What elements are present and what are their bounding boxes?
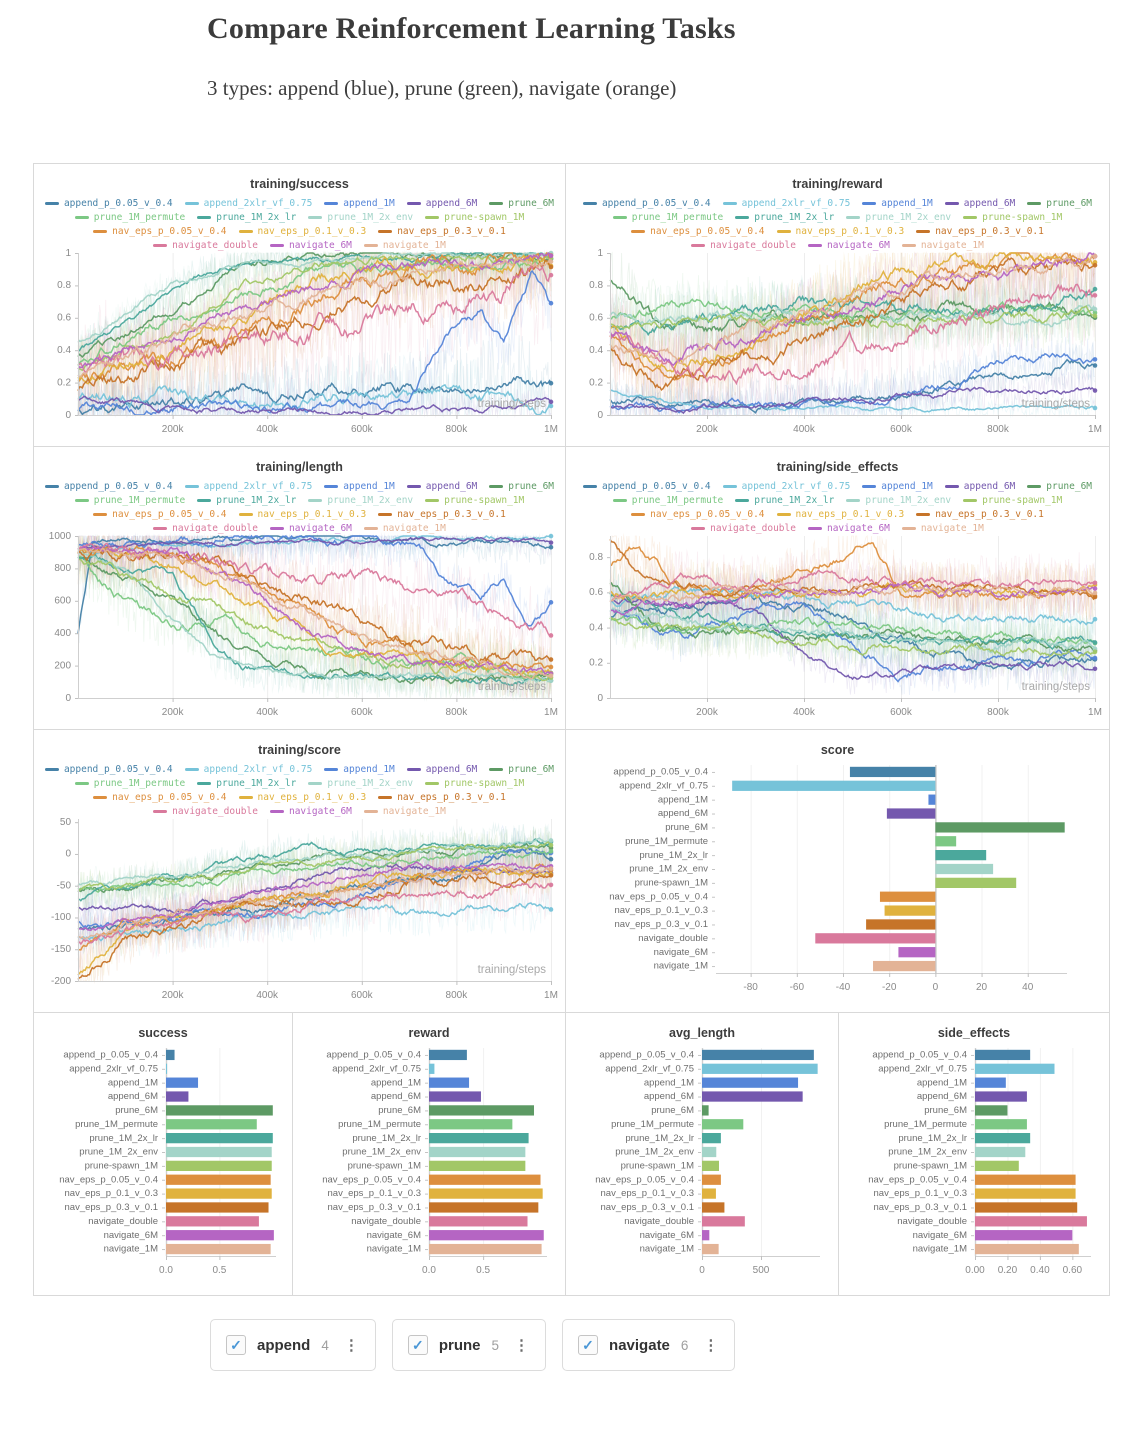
legend-item[interactable] — [378, 225, 506, 238]
legend-label: nav_eps_p_0.3_v_0.1 — [397, 792, 506, 803]
chart-title: avg_length — [669, 1026, 735, 1040]
legend-swatch — [45, 485, 59, 488]
legend-item[interactable] — [1027, 197, 1092, 210]
chart-title: reward — [408, 1026, 450, 1040]
legend-swatch — [185, 768, 199, 771]
legend-item[interactable] — [945, 480, 1015, 493]
legend-item[interactable] — [45, 480, 173, 493]
chart-title: success — [138, 1026, 188, 1040]
legend-item[interactable] — [75, 494, 186, 507]
legend-item[interactable] — [723, 480, 851, 493]
score-bar-chart — [566, 757, 1109, 1005]
filter-count: 4 — [321, 1337, 329, 1353]
legend-label: append_1M — [881, 198, 933, 209]
legend-label: prune_1M_2x_env — [865, 495, 952, 506]
filter-chip-prune[interactable] — [392, 1319, 546, 1371]
legend-item[interactable] — [777, 508, 905, 521]
legend-item[interactable] — [425, 211, 524, 224]
panel-training-score — [34, 730, 566, 1013]
legend-item[interactable] — [239, 508, 367, 521]
legend-swatch — [93, 796, 107, 799]
legend-label: prune_6M — [1046, 481, 1093, 492]
legend-item[interactable] — [945, 197, 1015, 210]
legend-item[interactable] — [916, 225, 1044, 238]
legend-label: nav_eps_p_0.05_v_0.4 — [112, 509, 227, 520]
legend-swatch — [197, 216, 211, 219]
page-header — [0, 0, 1142, 101]
panel-side-effects — [839, 1013, 1110, 1296]
legend-label: prune_6M — [1046, 198, 1093, 209]
legend-swatch — [197, 782, 211, 785]
legend-swatch — [489, 768, 503, 771]
legend-label: append_1M — [343, 481, 395, 492]
legend-swatch — [45, 768, 59, 771]
legend-swatch — [631, 230, 645, 233]
legend-item[interactable] — [862, 197, 932, 210]
legend-label: nav_eps_p_0.3_v_0.1 — [935, 509, 1044, 520]
legend-swatch — [185, 485, 199, 488]
legend-swatch — [846, 499, 860, 502]
legend-label: prune_6M — [508, 764, 555, 775]
legend-swatch — [407, 202, 421, 205]
legend-item[interactable] — [583, 480, 711, 493]
legend-label: nav_eps_p_0.3_v_0.1 — [397, 226, 506, 237]
legend-item[interactable] — [308, 211, 413, 224]
legend-item[interactable] — [963, 211, 1062, 224]
legend-swatch — [583, 485, 597, 488]
legend-label: nav_eps_p_0.05_v_0.4 — [650, 226, 765, 237]
legend-swatch — [324, 768, 338, 771]
legend-item[interactable] — [846, 211, 951, 224]
legend-item[interactable] — [963, 494, 1062, 507]
avg-length-bar-chart — [566, 1040, 838, 1288]
page-subtitle: 3 types: append (blue), prune (green), navigate (orange) — [207, 76, 677, 100]
legend-label: append_p_0.05_v_0.4 — [63, 481, 173, 492]
legend-label: append_2xlr_vf_0.75 — [203, 198, 313, 209]
legend-swatch — [916, 230, 930, 233]
legend-label: prune-spawn_1M — [982, 212, 1063, 223]
legend-label: prune_1M_permute — [93, 212, 186, 223]
panel-avg-length — [566, 1013, 839, 1296]
legend-label: prune_1M_2x_env — [327, 495, 414, 506]
legend-item[interactable] — [93, 225, 226, 238]
legend-item[interactable] — [407, 480, 477, 493]
panel-training-side-effects — [566, 447, 1110, 730]
legend-label: append_6M — [963, 481, 1016, 492]
filter-chip-navigate[interactable] — [562, 1319, 735, 1371]
legend-item[interactable] — [185, 480, 313, 493]
panel-reward — [293, 1013, 566, 1296]
legend-swatch — [613, 499, 627, 502]
legend-label: prune-spawn_1M — [982, 495, 1063, 506]
legend-swatch — [378, 513, 392, 516]
legend-swatch — [407, 485, 421, 488]
legend-label: prune_1M_permute — [631, 212, 724, 223]
legend-item[interactable] — [308, 777, 413, 790]
legend-swatch — [963, 216, 977, 219]
legend-swatch — [735, 216, 749, 219]
legend-item[interactable] — [777, 225, 905, 238]
legend-swatch — [723, 485, 737, 488]
legend-swatch — [425, 499, 439, 502]
legend-label: nav_eps_p_0.1_v_0.3 — [257, 509, 367, 520]
chart-legend — [36, 480, 564, 528]
legend-label: prune_1M_2x_lr — [216, 212, 297, 223]
legend-item[interactable] — [723, 197, 851, 210]
legend-item[interactable] — [197, 211, 296, 224]
legend-item[interactable] — [407, 763, 477, 776]
legend-label: nav_eps_p_0.3_v_0.1 — [397, 509, 506, 520]
chart-title: score — [820, 743, 855, 757]
chart-title: training/length — [256, 460, 343, 474]
legend-label: append_6M — [425, 764, 478, 775]
legend-label: prune-spawn_1M — [444, 495, 525, 506]
legend-item[interactable] — [735, 494, 834, 507]
legend-swatch — [846, 216, 860, 219]
legend-swatch — [945, 485, 959, 488]
chart-legend — [574, 197, 1102, 245]
legend-item[interactable] — [239, 791, 367, 804]
legend-label: append_1M — [343, 198, 395, 209]
legend-swatch — [378, 796, 392, 799]
training-score-chart — [34, 811, 565, 1011]
legend-item[interactable] — [324, 197, 394, 210]
legend-swatch — [239, 796, 253, 799]
legend-label: append_p_0.05_v_0.4 — [63, 764, 173, 775]
legend-swatch — [631, 513, 645, 516]
legend-label: prune_1M_2x_lr — [216, 778, 297, 789]
reward-bar-chart — [293, 1040, 565, 1288]
legend-label: append_2xlr_vf_0.75 — [203, 764, 313, 775]
legend-swatch — [489, 485, 503, 488]
legend-swatch — [1027, 485, 1041, 488]
legend-swatch — [239, 230, 253, 233]
side-effects-bar-chart — [839, 1040, 1109, 1288]
legend-swatch — [489, 202, 503, 205]
chart-title: training/reward — [792, 177, 883, 191]
chart-title: training/side_effects — [776, 460, 899, 474]
legend-item[interactable] — [45, 197, 173, 210]
legend-swatch — [916, 513, 930, 516]
legend-swatch — [963, 499, 977, 502]
legend-swatch — [613, 216, 627, 219]
task-filter-row — [210, 1319, 1142, 1371]
checkbox-append[interactable]: ✓ — [226, 1335, 246, 1355]
legend-label: append_p_0.05_v_0.4 — [63, 198, 173, 209]
legend-swatch — [583, 202, 597, 205]
legend-label: append_2xlr_vf_0.75 — [741, 198, 851, 209]
legend-item[interactable] — [185, 763, 313, 776]
legend-swatch — [93, 230, 107, 233]
legend-label: prune_1M_permute — [93, 778, 186, 789]
legend-label: append_2xlr_vf_0.75 — [203, 481, 313, 492]
legend-swatch — [425, 216, 439, 219]
legend-item[interactable] — [613, 211, 724, 224]
legend-label: nav_eps_p_0.1_v_0.3 — [795, 226, 905, 237]
chart-grid — [33, 163, 1110, 1296]
chart-legend — [574, 480, 1102, 528]
legend-swatch — [45, 202, 59, 205]
legend-swatch — [862, 485, 876, 488]
training-success-chart — [34, 245, 565, 445]
legend-item[interactable] — [631, 225, 764, 238]
training-reward-chart — [566, 245, 1109, 445]
legend-item[interactable] — [197, 777, 296, 790]
legend-swatch — [425, 782, 439, 785]
page-title: Compare Reinforcement Learning Tasks — [207, 12, 736, 45]
legend-label: append_1M — [343, 764, 395, 775]
legend-swatch — [723, 202, 737, 205]
legend-item[interactable] — [1027, 480, 1092, 493]
legend-swatch — [324, 202, 338, 205]
legend-swatch — [75, 499, 89, 502]
legend-label: nav_eps_p_0.05_v_0.4 — [112, 226, 227, 237]
legend-swatch — [862, 202, 876, 205]
kebab-menu-icon[interactable]: ⋮ — [703, 1337, 719, 1354]
legend-label: prune_1M_2x_env — [327, 212, 414, 223]
legend-item[interactable] — [75, 211, 186, 224]
legend-item[interactable] — [378, 508, 506, 521]
legend-item[interactable] — [425, 777, 524, 790]
filter-label: navigate — [609, 1336, 670, 1354]
checkbox-navigate[interactable]: ✓ — [578, 1335, 598, 1355]
legend-label: append_2xlr_vf_0.75 — [741, 481, 851, 492]
legend-item[interactable] — [425, 494, 524, 507]
chart-title: training/score — [258, 743, 341, 757]
panel-score — [566, 730, 1110, 1013]
legend-label: append_p_0.05_v_0.4 — [601, 481, 711, 492]
chart-title: side_effects — [937, 1026, 1011, 1040]
panel-training-success — [34, 164, 566, 447]
legend-swatch — [735, 499, 749, 502]
legend-swatch — [308, 499, 322, 502]
legend-label: prune_6M — [508, 198, 555, 209]
legend-swatch — [239, 513, 253, 516]
legend-label: append_1M — [881, 481, 933, 492]
legend-label: nav_eps_p_0.05_v_0.4 — [650, 509, 765, 520]
checkbox-prune[interactable]: ✓ — [408, 1335, 428, 1355]
legend-swatch — [197, 499, 211, 502]
legend-swatch — [185, 202, 199, 205]
chart-legend — [36, 763, 564, 811]
legend-label: append_p_0.05_v_0.4 — [601, 198, 711, 209]
legend-swatch — [93, 513, 107, 516]
legend-label: prune_1M_permute — [93, 495, 186, 506]
legend-item[interactable] — [378, 791, 506, 804]
legend-item[interactable] — [846, 494, 951, 507]
legend-label: prune_1M_2x_lr — [754, 212, 835, 223]
legend-item[interactable] — [489, 480, 554, 493]
legend-label: nav_eps_p_0.1_v_0.3 — [257, 226, 367, 237]
legend-label: append_6M — [425, 481, 478, 492]
legend-item[interactable] — [489, 763, 554, 776]
legend-label: prune_6M — [508, 481, 555, 492]
legend-swatch — [308, 216, 322, 219]
legend-item[interactable] — [93, 508, 226, 521]
legend-label: prune_1M_2x_lr — [754, 495, 835, 506]
legend-label: prune_1M_permute — [631, 495, 724, 506]
legend-swatch — [945, 202, 959, 205]
legend-item[interactable] — [324, 763, 394, 776]
kebab-menu-icon[interactable]: ⋮ — [343, 1337, 359, 1354]
legend-item[interactable] — [613, 494, 724, 507]
legend-item[interactable] — [407, 197, 477, 210]
legend-item[interactable] — [197, 494, 296, 507]
legend-label: prune-spawn_1M — [444, 212, 525, 223]
legend-item[interactable] — [45, 763, 173, 776]
legend-item[interactable] — [239, 225, 367, 238]
filter-label: prune — [438, 1336, 481, 1354]
legend-label: nav_eps_p_0.1_v_0.3 — [795, 509, 905, 520]
legend-item[interactable] — [93, 791, 226, 804]
panel-success — [34, 1013, 293, 1296]
legend-item[interactable] — [185, 197, 313, 210]
legend-swatch — [777, 513, 791, 516]
legend-swatch — [75, 216, 89, 219]
legend-label: prune_1M_2x_lr — [216, 495, 297, 506]
legend-item[interactable] — [735, 211, 834, 224]
training-side-effects-chart — [566, 528, 1109, 728]
legend-swatch — [777, 230, 791, 233]
legend-label: append_6M — [425, 198, 478, 209]
legend-label: nav_eps_p_0.3_v_0.1 — [935, 226, 1044, 237]
legend-item[interactable] — [324, 480, 394, 493]
chart-legend — [36, 197, 564, 245]
legend-item[interactable] — [631, 508, 764, 521]
panel-training-length — [34, 447, 566, 730]
legend-item[interactable] — [308, 494, 413, 507]
legend-label: prune_1M_2x_env — [327, 778, 414, 789]
legend-label: prune_1M_2x_env — [865, 212, 952, 223]
legend-label: append_6M — [963, 198, 1016, 209]
legend-swatch — [324, 485, 338, 488]
legend-label: nav_eps_p_0.05_v_0.4 — [112, 792, 227, 803]
legend-label: prune-spawn_1M — [444, 778, 525, 789]
filter-chip-append[interactable] — [210, 1319, 376, 1371]
filter-count: 6 — [680, 1337, 689, 1353]
legend-item[interactable] — [862, 480, 932, 493]
filter-label: append — [257, 1336, 311, 1354]
legend-item[interactable] — [916, 508, 1044, 521]
legend-swatch — [1027, 202, 1041, 205]
legend-swatch — [407, 768, 421, 771]
legend-item[interactable] — [489, 197, 554, 210]
legend-swatch — [75, 782, 89, 785]
legend-swatch — [308, 782, 322, 785]
panel-training-reward — [566, 164, 1110, 447]
legend-swatch — [378, 230, 392, 233]
legend-item[interactable] — [75, 777, 186, 790]
kebab-menu-icon[interactable]: ⋮ — [514, 1337, 530, 1354]
filter-count: 5 — [491, 1337, 500, 1353]
chart-title: training/success — [250, 177, 349, 191]
training-length-chart — [34, 528, 565, 728]
legend-label: nav_eps_p_0.1_v_0.3 — [257, 792, 367, 803]
success-bar-chart — [34, 1040, 292, 1288]
legend-item[interactable] — [583, 197, 711, 210]
